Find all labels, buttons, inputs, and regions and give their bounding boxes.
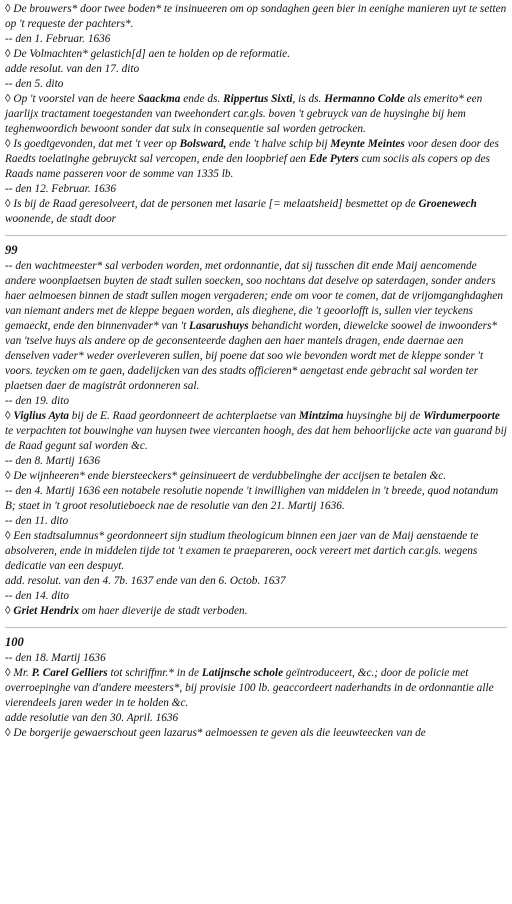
text-run: ende 't halve schip bij xyxy=(226,138,331,150)
person-name: Rippertus Sixti xyxy=(223,93,293,105)
person-name: Griet Hendrix xyxy=(13,605,80,617)
text-run: geïntroduceert, &c.; door de policie met overroepinghe van d'andere meesters*, bij provisie 100 lb. geaccordeert naderhandts in de ordonnantie alle vierendeels jaren weder in te holden &c. xyxy=(5,667,494,709)
text-run: tot schriffmr.* in de xyxy=(107,667,202,679)
addendum-line: adde resolut. van den 17. dito xyxy=(5,63,140,75)
date-line: -- den 1. Februar. 1636 xyxy=(5,33,111,45)
date-line: -- den 19. dito xyxy=(5,395,70,407)
entry-wachtmeester xyxy=(5,259,507,394)
entry-griet xyxy=(5,604,507,619)
text-run: ◊ xyxy=(5,605,14,617)
entry-borgerije: ◊ De borgerije gewaerschout geen lazarus* aelmoessen te geven als die leeuwteecken van de xyxy=(5,727,426,739)
text-run: ◊ Is bij de Raad geresolveert, dat de personen met lasarie [= melaatsheid] besmettet op de xyxy=(5,198,419,210)
entry-colde xyxy=(5,92,507,137)
page-divider xyxy=(5,235,507,236)
person-name: Meynte Meintes xyxy=(330,138,405,150)
text-run: woonende, de stadt door xyxy=(5,213,117,225)
entry-gelliers xyxy=(5,666,507,711)
entry-ayta xyxy=(5,409,507,454)
date-line: -- den 5. dito xyxy=(5,78,64,90)
entry-lasarie xyxy=(5,197,507,227)
person-name: Ede Pyters xyxy=(308,153,359,165)
section-page-99 xyxy=(5,242,507,619)
entry-resolutie: -- den 4. Martij 1636 een notabele resolutie nopende 't inwillighen van middelen in 't breede, quod notandum B; staet in 't groot resolutieboeck nae de resolutie van den 21. Martij 1636. xyxy=(5,485,499,512)
page-divider xyxy=(5,627,507,628)
text-run: behandicht worden, diewelcke soowel de inwoonders* van 'tselve huys als andere op de geconsenteerde daghen aen haer mantels dragen, ende daernae aen denselven vader* weder overleveren sullen, bij poene dat soo wie bevonden wordt met de kleppe sonder 't voors. teycken om te gaen, dadelijcken van des stadts officieren* aengetast ende gebracht sal worden ter plaetsen daer de magistrât ordonneren sal. xyxy=(5,320,498,392)
text-run: ◊ Mr. xyxy=(5,667,32,679)
entry-bolsward xyxy=(5,137,507,182)
entry-brouwers: ◊ De brouwers* door twee boden* te insinueeren om op sondaghen geen bier in eenighe manieren uyt te setten op 't requeste der pachters*. xyxy=(5,3,507,30)
section-page-100 xyxy=(5,634,507,741)
text-run: ende ds. xyxy=(180,93,224,105)
text-run: voor desen door des Raedts toelatinghe gebruyckt sal vercopen, ende den loopbrief aen xyxy=(5,138,499,165)
entry-alumnus: ◊ Een stadtsalumnus* geordonneert sijn studium theologicum binnen een jaer van de Maij aenstaende te absolveren, ende in middelen tijde tot 't examen te praepareren, oock vereert met dartich car.gls. wegens dedicatie van een despuyt. xyxy=(5,530,479,572)
date-line: -- den 14. dito xyxy=(5,590,70,602)
text-run: cum sociis als copers op des Raads name passeren voor de somme van 1335 lb. xyxy=(5,153,490,180)
date-line: -- den 11. dito xyxy=(5,515,69,527)
addendum-line: adde resolutie van den 30. April. 1636 xyxy=(5,712,179,724)
text-run: om haer dieverije de stadt verboden. xyxy=(79,605,248,617)
text-run: als emerito* een jaarlijx tractament toegestanden van tweehondert car.gls. boven 't gebruyck van de huysinghe bij hem teghenwoordich bewoont sonder dat sulx in consequentie sal worden getrocken. xyxy=(5,93,483,135)
text-run: -- den wachtmeester* sal verboden worden, met ordonnantie, dat sij tusschen dit ende Maij aencomende andere woonplaetsen buyten de stadt sullen soecken, soo nochtans dat deselve op saterdagen, sonder anders haer aelmoesen binnen de stadt sullen mogen vergaderen; ende om voor te comen, dat de vrijomganghdaghen van niemant anders met de kleppe begaen worden, als dieghene, die 't geoorlofft is, sullen vier teyckens gemaeckt, ende den binnenvader* van 't xyxy=(5,260,503,332)
text-run: ◊ Op 't voorstel van de heere xyxy=(5,93,138,105)
place-name: Bolsward, xyxy=(179,138,227,150)
person-name: Hermanno Colde xyxy=(324,93,405,105)
text-run: ◊ xyxy=(5,410,14,422)
date-line: -- den 18. Martij 1636 xyxy=(5,652,106,664)
page-number: 100 xyxy=(5,635,24,649)
place-name: Latijnsche schole xyxy=(201,667,284,679)
entry-wijnheeren: ◊ De wijnheeren* ende biersteeckers* geinsinueert de verdubbelinghe der accijsen te betalen &c. xyxy=(5,470,447,482)
place-name: Wirdumerpoorte xyxy=(423,410,500,422)
place-name: Lasarushuys xyxy=(189,320,249,332)
addendum-line: add. resolut. van den 4. 7b. 1637 ende van den 6. Octob. 1637 xyxy=(5,575,286,587)
entry-volmachten: ◊ De Volmachten* gelastich[d] aen te holden op de reformatie. xyxy=(5,48,291,60)
date-line: -- den 8. Martij 1636 xyxy=(5,455,101,467)
text-run: huysinghe bij de xyxy=(343,410,424,422)
person-name: Viglius Ayta xyxy=(13,410,69,422)
text-run: , is ds. xyxy=(292,93,325,105)
page-number: 99 xyxy=(5,243,18,257)
text-run: bij de E. Raad geordonneert de achterplaetse van xyxy=(68,410,299,422)
person-name: Saackma xyxy=(137,93,181,105)
person-name: Mintzima xyxy=(298,410,344,422)
section-top xyxy=(5,2,507,227)
date-line: -- den 12. Februar. 1636 xyxy=(5,183,117,195)
text-run: ◊ Is goedtgevonden, dat met 't veer op xyxy=(5,138,180,150)
text-run: te verpachten tot bouwinghe van huysen twee viercanten hoogh, des dat hem behoorlijcke acte van guarand bij de Raad gegunt sal worden &c. xyxy=(5,425,507,452)
person-name: P. Carel Gelliers xyxy=(31,667,108,679)
place-name: Groenewech xyxy=(418,198,477,210)
